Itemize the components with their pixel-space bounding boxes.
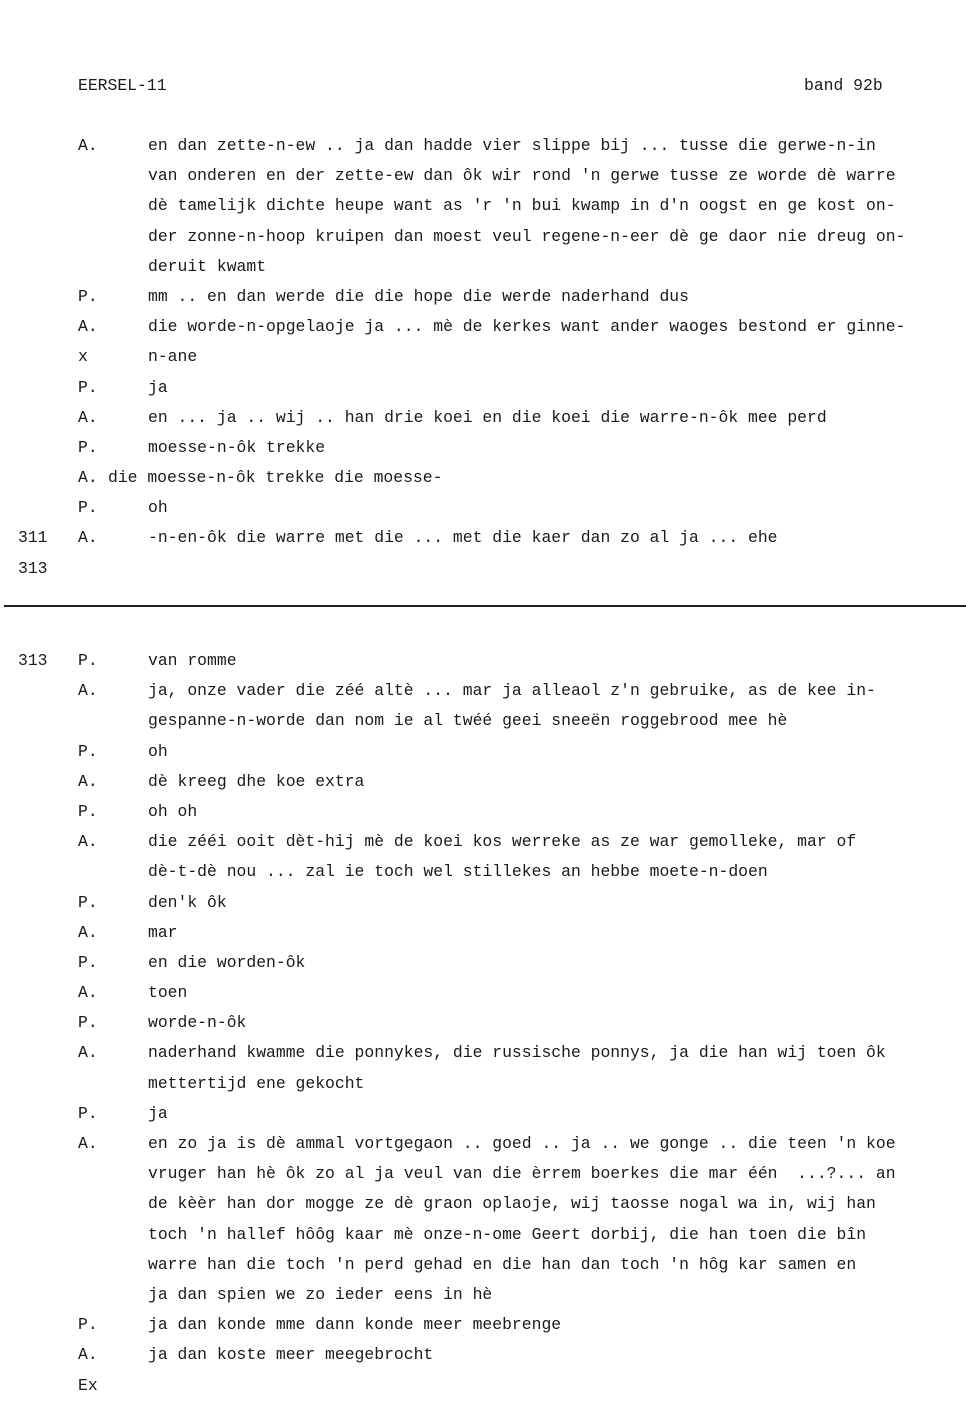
transcript-line xyxy=(0,134,966,164)
transcript-line xyxy=(0,225,966,255)
utterance-text: oh oh xyxy=(148,801,198,821)
transcript-line xyxy=(0,345,966,375)
transcript-line xyxy=(0,1374,966,1404)
transcript-turn xyxy=(0,830,966,890)
speaker-label: P. xyxy=(78,1103,98,1123)
utterance-text: moesse-n-ôk trekke xyxy=(148,437,326,457)
transcript-turn xyxy=(0,740,966,770)
utterance-text: der zonne-n-hoop kruipen dan moest veul regene-n-eer dè ge daor nie dreug on- xyxy=(148,226,906,246)
transcript-turn xyxy=(0,1374,966,1404)
transcript-line xyxy=(0,285,966,315)
transcript-line xyxy=(0,1343,966,1373)
transcript-line xyxy=(0,679,966,709)
speaker-label: A. xyxy=(78,1345,98,1365)
transcript-line xyxy=(0,1283,966,1313)
transcript-turn xyxy=(0,891,966,921)
speaker-label: A. xyxy=(78,136,98,155)
utterance-text: vruger han hè ôk zo al ja veul van die èrrem boerkes die mar één ...?... an xyxy=(148,1164,896,1184)
utterance-text: die zééi ooit dèt-hij mè de koei kos werreke as ze war gemolleke, mar of xyxy=(148,832,857,852)
transcript-line xyxy=(0,860,966,890)
speaker-label: P. xyxy=(78,952,98,972)
transcript-turn xyxy=(0,981,966,1011)
transcript-turn xyxy=(0,345,966,375)
utterance-text: toen xyxy=(148,983,188,1003)
speaker-label: P. xyxy=(78,1315,98,1335)
utterance-text: die moesse-n-ôk trekke die moesse- xyxy=(108,468,443,488)
transcript-line xyxy=(0,921,966,951)
speaker-label: P. xyxy=(78,892,98,912)
utterance-text: en ... ja .. wij .. han drie koei en die koei die warre-n-ôk mee perd xyxy=(148,407,827,427)
utterance-text: deruit kwamt xyxy=(148,256,267,276)
transcript-line xyxy=(0,649,966,679)
transcript-block-2 xyxy=(0,649,966,1404)
transcript-turn xyxy=(0,1041,966,1101)
transcript-line xyxy=(0,1041,966,1071)
document-id: EERSEL-11 xyxy=(78,76,167,95)
transcript-line xyxy=(0,526,966,556)
transcript-line xyxy=(0,740,966,770)
speaker-label: A. xyxy=(78,317,98,337)
speaker-label: P. xyxy=(78,1013,98,1033)
transcript-line xyxy=(0,436,966,466)
speaker-label: A. xyxy=(78,771,98,791)
speaker-label: P. xyxy=(78,498,98,518)
utterance-text: ja xyxy=(148,1103,168,1123)
transcript-turn xyxy=(0,921,966,951)
utterance-text: ja dan spien we zo ieder eens in hè xyxy=(148,1284,493,1304)
transcript-line xyxy=(0,194,966,224)
transcript-line xyxy=(0,1253,966,1283)
utterance-text: mettertijd ene gekocht xyxy=(148,1073,365,1093)
utterance-text: oh xyxy=(148,498,168,518)
transcript-line xyxy=(0,1102,966,1132)
utterance-text: -n-en-ôk die warre met die ... met die kaer dan zo al ja ... ehe xyxy=(148,528,778,548)
utterance-text: ja dan koste meer meegebrocht xyxy=(148,1345,434,1365)
utterance-text: die worde-n-opgelaoje ja ... mè de kerkes want ander waoges bestond er ginne- xyxy=(148,317,906,337)
utterance-text: en die worden-ôk xyxy=(148,952,306,972)
utterance-text: warre han die toch 'n perd gehad en die han dan toch 'n hôg kar samen en xyxy=(148,1254,857,1274)
speaker-label: P. xyxy=(78,377,98,397)
transcript-turn xyxy=(0,1132,966,1313)
page-divider xyxy=(4,605,966,607)
speaker-label: A. xyxy=(78,1134,98,1153)
transcript-line xyxy=(0,891,966,921)
transcript-turn xyxy=(0,1343,966,1373)
utterance-text: ja xyxy=(148,377,168,397)
speaker-label: x xyxy=(78,347,88,367)
transcript-line xyxy=(0,496,966,526)
utterance-text: mm .. en dan werde die die hope die werde naderhand dus xyxy=(148,286,689,306)
counter-number: 311 xyxy=(18,528,48,548)
transcript-line xyxy=(0,466,966,496)
transcript-line xyxy=(0,406,966,436)
utterance-text: oh xyxy=(148,741,168,761)
utterance-text: den'k ôk xyxy=(148,892,227,912)
transcript-line xyxy=(0,770,966,800)
utterance-text: en dan zette-n-ew .. ja dan hadde vier slippe bij ... tusse die gerwe-n-in xyxy=(148,136,876,155)
transcript-line xyxy=(0,1132,966,1162)
speaker-label: P. xyxy=(78,741,98,761)
speaker-label: A. xyxy=(78,528,98,548)
utterance-text: dè-t-dè nou ... zal ie toch wel stillekes an hebbe moete-n-doen xyxy=(148,862,768,882)
transcript-line xyxy=(0,255,966,285)
speaker-label: A. xyxy=(78,1043,98,1063)
transcript-line xyxy=(0,981,966,1011)
transcript-line xyxy=(0,376,966,406)
transcript-line xyxy=(0,1072,966,1102)
speaker-label: P. xyxy=(78,286,98,306)
transcript-turn xyxy=(0,770,966,800)
transcript-block-1 xyxy=(0,134,966,587)
counter-number: 313 xyxy=(18,651,48,670)
transcript-turn xyxy=(0,406,966,436)
utterance-text: gespanne-n-worde dan nom ie al twéé geei sneeën roggebrood mee hè xyxy=(148,711,788,731)
speaker-label: A. xyxy=(78,407,98,427)
transcript-line xyxy=(0,164,966,194)
speaker-label: P. xyxy=(78,651,98,670)
transcript-line xyxy=(0,1313,966,1343)
transcript-line xyxy=(0,800,966,830)
speaker-label: A. xyxy=(78,832,98,852)
utterance-text: en zo ja is dè ammal vortgegaon .. goed .. ja .. we gonge .. die teen 'n koe xyxy=(148,1134,896,1153)
transcript-turn xyxy=(0,285,966,315)
utterance-text: n-ane xyxy=(148,347,198,367)
transcript-turn xyxy=(0,800,966,830)
utterance-text: van romme xyxy=(148,651,237,670)
utterance-text: mar xyxy=(148,922,178,942)
transcript-turn xyxy=(0,376,966,406)
speaker-label: A. xyxy=(78,983,98,1003)
speaker-label: P. xyxy=(78,437,98,457)
transcript-line xyxy=(0,951,966,981)
transcript-line xyxy=(0,1223,966,1253)
transcript-line xyxy=(0,315,966,345)
transcript-turn xyxy=(0,466,966,496)
transcript-turn xyxy=(0,951,966,981)
utterance-text: van onderen en der zette-ew dan ôk wir rond 'n gerwe tusse ze worde dè warre xyxy=(148,166,896,186)
utterance-text: toch 'n hallef hôôg kaar mè onze-n-ome Geert dorbij, die han toen die bîn xyxy=(148,1224,867,1244)
transcript-line xyxy=(0,1192,966,1222)
transcript-line xyxy=(0,1162,966,1192)
utterance-text: ja, onze vader die zéé altè ... mar ja alleaol z'n gebruike, as de kee in- xyxy=(148,681,876,701)
utterance-text: naderhand kwamme die ponnykes, die russische ponnys, ja die han wij toen ôk xyxy=(148,1043,886,1063)
transcript-turn xyxy=(0,496,966,526)
speaker-label: P. xyxy=(78,801,98,821)
transcript-line xyxy=(0,709,966,739)
speaker-label: A. xyxy=(78,922,98,942)
transcript-turn xyxy=(0,134,966,285)
counter-number: 313 xyxy=(18,558,48,578)
utterance-text: dè kreeg dhe koe extra xyxy=(148,771,365,791)
transcript-turn xyxy=(0,679,966,739)
transcript-line xyxy=(0,1011,966,1041)
utterance-text: de kèèr han dor mogge ze dè graon oplaoje, wij taosse nogal wa in, wij han xyxy=(148,1194,876,1214)
speaker-label: A. xyxy=(78,468,98,488)
tape-label: band 92b xyxy=(804,76,883,95)
transcript-turn xyxy=(0,436,966,466)
transcript-turn xyxy=(0,557,966,587)
speaker-label: A. xyxy=(78,681,98,701)
transcript-turn xyxy=(0,1102,966,1132)
transcript-line xyxy=(0,557,966,587)
utterance-text: dè tamelijk dichte heupe want as 'r 'n bui kwamp in d'n oogst en ge kost on- xyxy=(148,196,896,216)
transcript-turn xyxy=(0,315,966,345)
speaker-label: Ex xyxy=(78,1375,98,1395)
transcript-turn xyxy=(0,1313,966,1343)
utterance-text: worde-n-ôk xyxy=(148,1013,247,1033)
transcript-turn xyxy=(0,1011,966,1041)
transcript-line xyxy=(0,830,966,860)
transcript-turn xyxy=(0,526,966,556)
utterance-text: ja dan konde mme dann konde meer meebrenge xyxy=(148,1315,562,1335)
transcript-turn xyxy=(0,649,966,679)
